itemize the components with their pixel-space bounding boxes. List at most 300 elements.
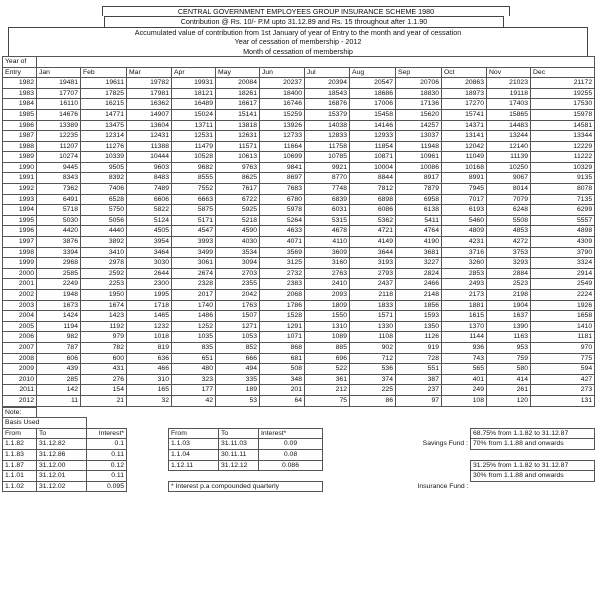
value-cell: 11664 <box>260 141 305 152</box>
value-cell: 15024 <box>172 109 216 120</box>
value-cell: 17530 <box>531 99 595 110</box>
value-cell: 970 <box>531 342 595 353</box>
table-row <box>3 247 595 258</box>
value-cell: 2148 <box>396 290 442 301</box>
value-cell: 2824 <box>396 268 442 279</box>
entry-year: 1990 <box>3 162 37 173</box>
value-cell: 8014 <box>487 184 531 195</box>
note-label: Note: <box>3 407 37 418</box>
value-cell: 7135 <box>531 194 595 205</box>
value-cell: 14771 <box>81 109 127 120</box>
value-cell: 2914 <box>531 268 595 279</box>
value-cell: 10168 <box>442 162 487 173</box>
value-cell: 374 <box>350 374 396 385</box>
value-cell: 21023 <box>487 78 531 89</box>
value-cell: 17403 <box>487 99 531 110</box>
value-cell: 2466 <box>396 279 442 290</box>
value-cell: 10785 <box>305 152 350 163</box>
value-cell: 11207 <box>37 141 81 152</box>
value-cell: 4071 <box>260 237 305 248</box>
value-cell: 1904 <box>487 300 531 311</box>
value-cell: 13475 <box>81 120 127 131</box>
table-row <box>3 342 595 353</box>
value-cell: 12733 <box>260 131 305 142</box>
from-date: 1.1.87 <box>3 460 37 471</box>
value-cell: 5315 <box>305 215 350 226</box>
value-cell: 17707 <box>37 88 81 99</box>
month-header: Sep <box>396 67 442 78</box>
value-cell: 3293 <box>487 258 531 269</box>
value-cell: 401 <box>442 374 487 385</box>
value-cell: 8625 <box>216 173 260 184</box>
value-cell: 42 <box>172 395 216 406</box>
value-cell: 4853 <box>487 226 531 237</box>
value-cell: 4764 <box>396 226 442 237</box>
entry-year: 2002 <box>3 290 37 301</box>
value-cell: 5056 <box>81 215 127 226</box>
value-cell: 8343 <box>37 173 81 184</box>
value-cell: 7748 <box>305 184 350 195</box>
value-cell: 3892 <box>81 237 127 248</box>
value-cell: 9682 <box>172 162 216 173</box>
value-cell: 19118 <box>487 88 531 99</box>
value-cell: 2523 <box>487 279 531 290</box>
interest-rate: 0.09 <box>259 439 323 450</box>
value-cell: 16746 <box>260 99 305 110</box>
value-cell: 2198 <box>487 290 531 301</box>
entry-year: 1991 <box>3 173 37 184</box>
entry-year: 1996 <box>3 226 37 237</box>
value-cell: 19931 <box>172 78 216 89</box>
value-cell: 1291 <box>260 321 305 332</box>
value-cell: 3061 <box>172 258 216 269</box>
value-cell: 819 <box>127 342 172 353</box>
value-cell: 18686 <box>350 88 396 99</box>
value-cell: 5508 <box>487 215 531 226</box>
value-cell: 13141 <box>442 131 487 142</box>
value-cell: 782 <box>81 342 127 353</box>
value-cell: 5124 <box>127 215 172 226</box>
entry-year: 2000 <box>3 268 37 279</box>
table-row <box>3 88 595 99</box>
value-cell: 12314 <box>81 131 127 142</box>
sheet-header <box>2 6 594 56</box>
month-header: Dec <box>531 67 595 78</box>
value-cell: 852 <box>216 342 260 353</box>
year-of-label: Year of <box>3 56 37 67</box>
insurance-share-2: 30% from 1.1.88 and onwards <box>471 471 595 482</box>
savings-share-2: 70% from 1.1.88 and onwards <box>471 439 595 450</box>
value-cell: 1763 <box>216 300 260 311</box>
accumulated-value-table <box>2 56 595 407</box>
value-cell: 16617 <box>216 99 260 110</box>
from-date: 1.1.01 <box>3 471 37 482</box>
value-cell: 1550 <box>305 311 350 322</box>
value-cell: 17006 <box>350 99 396 110</box>
value-cell: 9067 <box>487 173 531 184</box>
value-cell: 4678 <box>305 226 350 237</box>
month-of-cessation: Month of cessation of membership <box>8 47 588 56</box>
value-cell: 1350 <box>396 321 442 332</box>
value-cell: 979 <box>81 332 127 343</box>
value-cell: 6663 <box>172 194 216 205</box>
notes-table <box>2 407 595 493</box>
value-cell: 7617 <box>216 184 260 195</box>
month-header: Feb <box>81 67 127 78</box>
value-cell: 2093 <box>305 290 350 301</box>
value-cell: 14581 <box>531 120 595 131</box>
value-cell: 636 <box>127 353 172 364</box>
value-cell: 9763 <box>216 162 260 173</box>
value-cell: 1833 <box>350 300 396 311</box>
table-row <box>3 109 595 120</box>
value-cell: 7362 <box>37 184 81 195</box>
value-cell: 3160 <box>305 258 350 269</box>
value-cell: 4030 <box>216 237 260 248</box>
to-header: To <box>37 428 87 439</box>
value-cell: 6898 <box>350 194 396 205</box>
table-row <box>3 194 595 205</box>
value-cell: 1018 <box>127 332 172 343</box>
value-cell: 666 <box>216 353 260 364</box>
entry-label: Entry <box>3 67 37 78</box>
value-cell: 2674 <box>172 268 216 279</box>
value-cell: 13818 <box>216 120 260 131</box>
value-cell: 580 <box>487 364 531 375</box>
to-date: 31.12.12 <box>219 460 259 471</box>
value-cell: 13244 <box>487 131 531 142</box>
value-cell: 2300 <box>127 279 172 290</box>
entry-year: 2007 <box>3 342 37 353</box>
table-row <box>3 237 595 248</box>
value-cell: 536 <box>350 364 396 375</box>
value-cell: 3030 <box>127 258 172 269</box>
value-cell: 14257 <box>396 120 442 131</box>
interest-rate: 0.086 <box>259 460 323 471</box>
value-cell: 3644 <box>350 247 396 258</box>
value-cell: 10699 <box>260 152 305 163</box>
value-cell: 651 <box>172 353 216 364</box>
table-row <box>3 353 595 364</box>
value-cell: 4809 <box>442 226 487 237</box>
value-cell: 261 <box>487 385 531 396</box>
value-cell: 1856 <box>396 300 442 311</box>
table-row <box>3 385 595 396</box>
value-cell: 11 <box>37 395 81 406</box>
value-cell: 7812 <box>350 184 396 195</box>
value-cell: 18121 <box>172 88 216 99</box>
value-cell: 2549 <box>531 279 595 290</box>
value-cell: 3569 <box>260 247 305 258</box>
value-cell: 17136 <box>396 99 442 110</box>
value-cell: 2978 <box>81 258 127 269</box>
value-cell: 1593 <box>396 311 442 322</box>
value-cell: 6722 <box>216 194 260 205</box>
value-cell: 12933 <box>350 131 396 142</box>
value-cell: 14907 <box>127 109 172 120</box>
value-cell: 9841 <box>260 162 305 173</box>
value-cell: 20237 <box>260 78 305 89</box>
value-cell: 1144 <box>442 332 487 343</box>
year-of-cessation: Year of cessation of membership - 2012 <box>8 37 588 46</box>
entry-year: 1982 <box>3 78 37 89</box>
value-cell: 16110 <box>37 99 81 110</box>
value-cell: 19255 <box>531 88 595 99</box>
value-cell: 3876 <box>37 237 81 248</box>
table-row <box>3 332 595 343</box>
entry-year: 1999 <box>3 258 37 269</box>
value-cell: 20863 <box>442 78 487 89</box>
value-cell: 5925 <box>216 205 260 216</box>
value-cell: 14371 <box>442 120 487 131</box>
value-cell: 13604 <box>127 120 172 131</box>
value-cell: 4547 <box>172 226 216 237</box>
value-cell: 6299 <box>531 205 595 216</box>
value-cell: 8697 <box>260 173 305 184</box>
value-cell: 3681 <box>396 247 442 258</box>
value-cell: 97 <box>396 395 442 406</box>
to-date: 31.12.86 <box>37 449 87 460</box>
value-cell: 1674 <box>81 300 127 311</box>
value-cell: 4190 <box>396 237 442 248</box>
value-cell: 12140 <box>487 141 531 152</box>
value-cell: 2118 <box>350 290 396 301</box>
value-cell: 2224 <box>531 290 595 301</box>
value-cell: 2328 <box>172 279 216 290</box>
value-cell: 15259 <box>260 109 305 120</box>
value-cell: 201 <box>260 385 305 396</box>
value-cell: 6031 <box>305 205 350 216</box>
value-cell: 9445 <box>37 162 81 173</box>
value-cell: 7683 <box>260 184 305 195</box>
value-cell: 19481 <box>37 78 81 89</box>
value-cell: 1330 <box>350 321 396 332</box>
from-date: 1.1.04 <box>169 449 219 460</box>
value-cell: 1995 <box>127 290 172 301</box>
value-cell: 3716 <box>442 247 487 258</box>
compounded-note: * Interest p.a compounded quarterly <box>169 481 323 492</box>
table-row <box>3 268 595 279</box>
value-cell: 5750 <box>81 205 127 216</box>
from-header: From <box>169 428 219 439</box>
value-cell: 7489 <box>127 184 172 195</box>
from-date: 1.1.82 <box>3 439 37 450</box>
value-cell: 32 <box>127 395 172 406</box>
value-cell: 11571 <box>216 141 260 152</box>
value-cell: 108 <box>442 395 487 406</box>
value-cell: 14676 <box>37 109 81 120</box>
interest-rate: 0.095 <box>87 481 127 492</box>
value-cell: 5362 <box>350 215 396 226</box>
value-cell: 3499 <box>172 247 216 258</box>
value-cell: 1786 <box>260 300 305 311</box>
value-cell: 6138 <box>396 205 442 216</box>
value-cell: 15141 <box>216 109 260 120</box>
value-cell: 787 <box>37 342 81 353</box>
value-cell: 10871 <box>350 152 396 163</box>
month-header: Jun <box>260 67 305 78</box>
value-cell: 4721 <box>350 226 396 237</box>
value-cell: 11222 <box>531 152 595 163</box>
value-cell: 5411 <box>396 215 442 226</box>
value-cell: 3260 <box>442 258 487 269</box>
value-cell: 1658 <box>531 311 595 322</box>
value-cell: 177 <box>172 385 216 396</box>
table-row <box>3 395 595 406</box>
value-cell: 10274 <box>37 152 81 163</box>
value-cell: 3954 <box>127 237 172 248</box>
value-cell: 21 <box>81 395 127 406</box>
entry-year: 1995 <box>3 215 37 226</box>
value-cell: 1718 <box>127 300 172 311</box>
value-cell: 868 <box>260 342 305 353</box>
value-cell: 5218 <box>216 215 260 226</box>
value-cell: 4898 <box>531 226 595 237</box>
basis-used-label: Basis Used <box>3 418 87 429</box>
to-date: 30.11.11 <box>219 449 259 460</box>
value-cell: 775 <box>531 353 595 364</box>
value-cell: 10961 <box>396 152 442 163</box>
value-cell: 1271 <box>216 321 260 332</box>
value-cell: 10004 <box>350 162 396 173</box>
interest-rate: 0.1 <box>87 439 127 450</box>
value-cell: 21172 <box>531 78 595 89</box>
entry-year: 1985 <box>3 109 37 120</box>
value-cell: 1035 <box>172 332 216 343</box>
value-cell: 18543 <box>305 88 350 99</box>
to-header: To <box>219 428 259 439</box>
insurance-sheet <box>2 6 594 492</box>
value-cell: 16876 <box>305 99 350 110</box>
value-cell: 12531 <box>172 131 216 142</box>
value-cell: 565 <box>442 364 487 375</box>
value-cell: 1192 <box>81 321 127 332</box>
entry-year: 1998 <box>3 247 37 258</box>
value-cell: 551 <box>396 364 442 375</box>
value-cell: 1089 <box>305 332 350 343</box>
value-cell: 2884 <box>487 268 531 279</box>
value-cell: 953 <box>487 342 531 353</box>
value-cell: 1465 <box>127 311 172 322</box>
value-cell: 13344 <box>531 131 595 142</box>
value-cell: 285 <box>37 374 81 385</box>
value-cell: 13926 <box>260 120 305 131</box>
to-date: 31.12.02 <box>37 481 87 492</box>
value-cell: 1370 <box>442 321 487 332</box>
from-header: From <box>3 428 37 439</box>
value-cell: 335 <box>216 374 260 385</box>
value-cell: 18261 <box>216 88 260 99</box>
value-cell: 4149 <box>350 237 396 248</box>
value-cell: 3227 <box>396 258 442 269</box>
value-cell: 154 <box>81 385 127 396</box>
value-cell: 11758 <box>305 141 350 152</box>
value-cell: 165 <box>127 385 172 396</box>
value-cell: 8991 <box>442 173 487 184</box>
value-cell: 7879 <box>396 184 442 195</box>
value-cell: 20706 <box>396 78 442 89</box>
value-cell: 8483 <box>127 173 172 184</box>
interest-rate: 0.12 <box>87 460 127 471</box>
value-cell: 12042 <box>442 141 487 152</box>
value-cell: 1410 <box>531 321 595 332</box>
value-cell: 2068 <box>260 290 305 301</box>
to-date: 31.11.03 <box>219 439 259 450</box>
value-cell: 439 <box>37 364 81 375</box>
value-cell: 5718 <box>37 205 81 216</box>
value-cell: 1926 <box>531 300 595 311</box>
value-cell: 10339 <box>81 152 127 163</box>
value-cell: 3193 <box>350 258 396 269</box>
value-cell: 1232 <box>127 321 172 332</box>
value-cell: 15978 <box>531 109 595 120</box>
value-cell: 696 <box>305 353 350 364</box>
scheme-title: CENTRAL GOVERNMENT EMPLOYEES GROUP INSURANCE SCHEME 1980 <box>102 6 510 16</box>
table-row <box>3 173 595 184</box>
value-cell: 17825 <box>81 88 127 99</box>
value-cell: 1507 <box>216 311 260 322</box>
value-cell: 5171 <box>172 215 216 226</box>
value-cell: 4272 <box>487 237 531 248</box>
value-cell: 936 <box>442 342 487 353</box>
value-cell: 919 <box>396 342 442 353</box>
from-date: 1.1.83 <box>3 449 37 460</box>
value-cell: 10086 <box>396 162 442 173</box>
value-cell: 10613 <box>216 152 260 163</box>
value-cell: 431 <box>81 364 127 375</box>
value-cell: 1108 <box>350 332 396 343</box>
value-cell: 16489 <box>172 99 216 110</box>
entry-year: 2001 <box>3 279 37 290</box>
contribution-rate: Contribution @ Rs. 10/- P.M upto 31.12.89 and Rs. 15 throughout after 1.1.90 <box>104 16 504 26</box>
value-cell: 7017 <box>442 194 487 205</box>
value-cell: 1194 <box>37 321 81 332</box>
insurance-fund-label: Insurance Fund : <box>417 482 469 490</box>
table-row <box>3 258 595 269</box>
value-cell: 212 <box>305 385 350 396</box>
value-cell: 10250 <box>487 162 531 173</box>
value-cell: 2383 <box>260 279 305 290</box>
entry-year: 1993 <box>3 194 37 205</box>
value-cell: 1615 <box>442 311 487 322</box>
value-cell: 594 <box>531 364 595 375</box>
value-cell: 4420 <box>37 226 81 237</box>
value-cell: 712 <box>350 353 396 364</box>
value-cell: 4505 <box>127 226 172 237</box>
value-cell: 2410 <box>305 279 350 290</box>
value-cell: 4231 <box>442 237 487 248</box>
value-cell: 885 <box>305 342 350 353</box>
value-cell: 18973 <box>442 88 487 99</box>
from-date: 1.1.03 <box>169 439 219 450</box>
value-cell: 2173 <box>442 290 487 301</box>
value-cell: 12431 <box>127 131 172 142</box>
value-cell: 5978 <box>260 205 305 216</box>
value-cell: 522 <box>305 364 350 375</box>
value-cell: 14483 <box>487 120 531 131</box>
value-cell: 13711 <box>172 120 216 131</box>
value-cell: 1181 <box>531 332 595 343</box>
value-cell: 4633 <box>260 226 305 237</box>
value-cell: 1163 <box>487 332 531 343</box>
table-row <box>3 215 595 226</box>
value-cell: 11139 <box>487 152 531 163</box>
from-date: 1.1.02 <box>3 481 37 492</box>
value-cell: 8770 <box>305 173 350 184</box>
value-cell: 6958 <box>396 194 442 205</box>
value-cell: 4110 <box>305 237 350 248</box>
entry-year: 2004 <box>3 311 37 322</box>
